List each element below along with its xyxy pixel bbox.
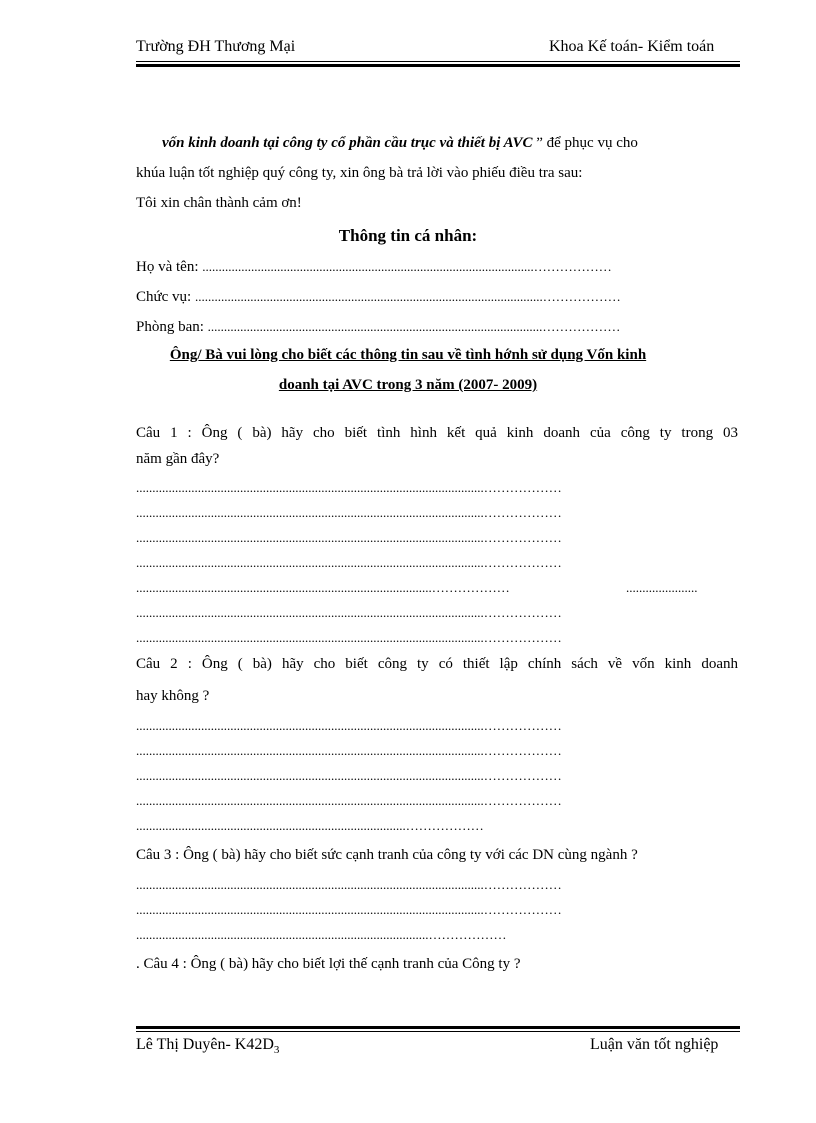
answer-line[interactable]: ...........................................................................................................……………… <box>136 555 562 570</box>
question-4: . Câu 4 : Ông ( bà) hãy cho biết lợi thế cạnh tranh của Công ty ? <box>136 956 521 972</box>
question-1-line-2: năm gần đây? <box>136 451 220 467</box>
answer-line[interactable]: ...................... <box>626 580 698 595</box>
request-line-2: doanh tại AVC trong 3 năm (2007- 2009) <box>278 377 538 393</box>
footer-author-name: Lê Thị Duyên- K42D <box>136 1036 274 1053</box>
intro-line-2: khúa luận tốt nghiệp quý công ty, xin ông bà trả lời vào phiếu điều tra sau: <box>136 165 583 181</box>
answer-line[interactable]: ...................................................................................……………… <box>136 818 484 833</box>
header-rule-thick <box>136 64 740 67</box>
footer-rule-thin <box>136 1031 740 1032</box>
answer-line[interactable]: ...........................................................................................................……………… <box>136 718 562 733</box>
field-name[interactable] <box>136 257 612 277</box>
intro-line-1 <box>162 133 638 153</box>
answer-line[interactable]: ...........................................................................................................……………… <box>136 505 562 520</box>
field-position-dots: ...........................................................................................................……………… <box>194 289 621 304</box>
header-rule-thin <box>136 61 740 62</box>
answer-line[interactable]: ...........................................................................................................……………… <box>136 630 562 645</box>
footer-rule-thick <box>136 1026 740 1029</box>
question-2-line-1: Câu 2 : Ông ( bà) hãy cho biết công ty có thiết lập chính sách về vốn kinh doanh <box>136 656 738 672</box>
request-line-1: Ông/ Bà vui lòng cho biết các thông tin sau về tình hớnh sử dụng Vốn kinh <box>169 347 647 363</box>
intro-line-1-rest: ” để phục vụ cho <box>536 135 638 151</box>
footer-author-subscript: 3 <box>273 1044 280 1057</box>
field-department-label: Phòng ban: <box>136 319 208 335</box>
footer-author <box>136 1036 279 1056</box>
header-faculty: Khoa Kế toán- Kiểm toán <box>549 38 715 55</box>
personal-info-title: Thông tin cá nhân: <box>338 226 478 245</box>
answer-line[interactable]: ...........................................................................................................……………… <box>136 793 562 808</box>
header-school: Trường ĐH Thương Mại <box>136 38 296 55</box>
question-2-line-2: hay không ? <box>136 688 210 704</box>
field-department-dots: .......................................................................................................……………… <box>207 319 621 334</box>
answer-line[interactable]: ...........................................................................................................……………… <box>136 768 562 783</box>
field-position[interactable] <box>136 287 621 307</box>
intro-emphasis: vốn kinh doanh tại công ty cổ phần cầu trục và thiết bị AVC <box>162 135 537 151</box>
footer-thesis-label: Luận văn tốt nghiệp <box>590 1036 719 1053</box>
answer-line[interactable]: ...........................................................................................……………… <box>136 580 510 595</box>
answer-line[interactable]: ...........................................................................................................……………… <box>136 530 562 545</box>
intro-line-3: Tôi xin chân thành cảm ơn! <box>136 195 302 211</box>
answer-line[interactable]: ...........................................................................................................……………… <box>136 743 562 758</box>
question-1-line-1: Câu 1 : Ông ( bà) hãy cho biết tình hình kết quả kinh doanh của công ty trong 03 <box>136 425 738 441</box>
question-3: Câu 3 : Ông ( bà) hãy cho biết sức cạnh tranh của công ty với các DN cùng ngành ? <box>136 847 638 863</box>
answer-line[interactable]: ...........................................................................................................……………… <box>136 480 562 495</box>
field-name-label: Họ và tên: <box>136 259 203 275</box>
answer-line[interactable]: ...........................................................................................................……………… <box>136 605 562 620</box>
field-name-dots: ......................................................................................................……………… <box>202 259 612 274</box>
answer-line[interactable]: ...........................................................................................................……………… <box>136 877 562 892</box>
field-department[interactable] <box>136 317 620 337</box>
field-position-label: Chức vụ: <box>136 289 195 305</box>
answer-line[interactable]: ..........................................................................................……………… <box>136 927 507 942</box>
answer-line[interactable]: ...........................................................................................................……………… <box>136 902 562 917</box>
